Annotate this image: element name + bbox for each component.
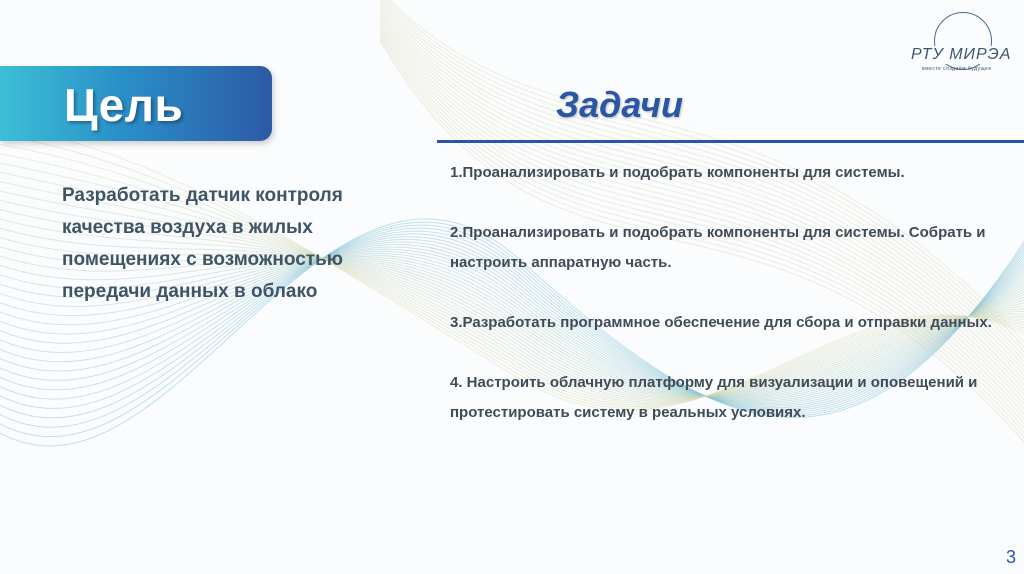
tasks-divider bbox=[437, 140, 1024, 143]
task-item: 4. Настроить облачную платформу для визуализации и оповещений и протестировать систему в реальных условиях. bbox=[450, 374, 978, 421]
goal-title: Цель bbox=[64, 79, 184, 131]
logo-text: РТУ МИРЭА bbox=[908, 46, 1014, 64]
task-item: 3.Разработать программное обеспечение для сбора и отправки данных. bbox=[450, 314, 992, 331]
task-item: 1.Проанализировать и подобрать компоненты для системы. bbox=[450, 164, 905, 181]
university-logo bbox=[898, 10, 1016, 82]
tasks-title: Задачи bbox=[556, 84, 684, 125]
tasks-list bbox=[450, 158, 1010, 458]
page-number: 3 bbox=[1005, 547, 1016, 567]
goal-text: Разработать датчик контроля качества воздуха в жилых помещениях с возможностью передачи данных в облако bbox=[62, 185, 343, 302]
logo-slogan: вместе создаём будущее bbox=[922, 66, 992, 72]
task-item: 2.Проанализировать и подобрать компоненты для системы. Собрать и настроить аппаратную часть. bbox=[450, 224, 986, 271]
